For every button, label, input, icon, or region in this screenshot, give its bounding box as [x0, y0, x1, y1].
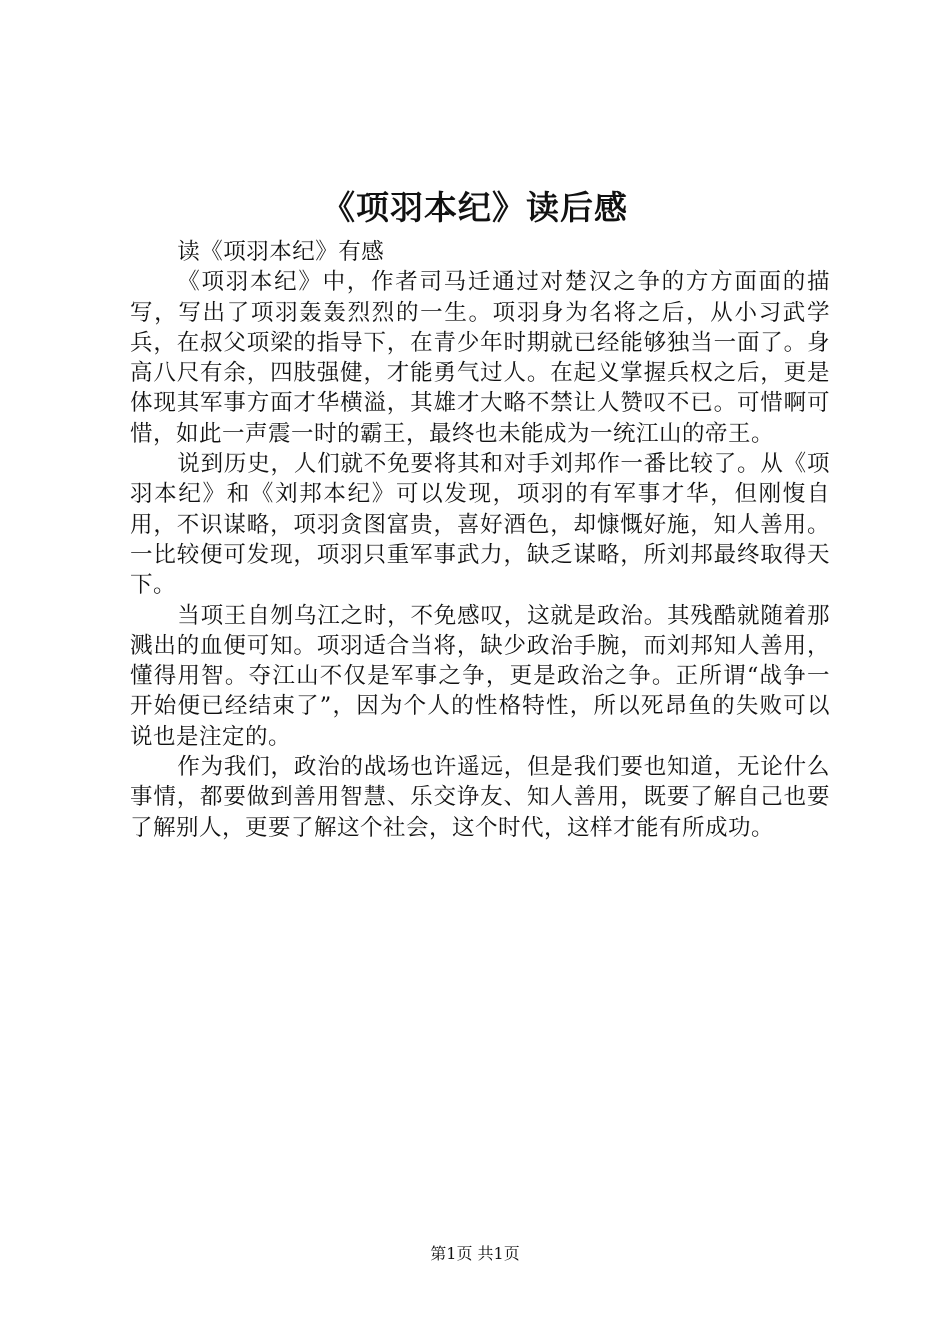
document-body — [130, 237, 830, 843]
body-paragraph-1: 《项羽本纪》中，作者司马迁通过对楚汉之争的方方面面的描写，写出了项羽轰轰烈烈的一生。项羽身为名将之后，从小习武学兵，在叔父项梁的指导下，在青少年时期就已经能够独当一面了。身高八尺有余，四肢强健，才能勇气过人。在起义掌握兵权之后，更是体现其军事方面才华横溢，其雄才大略不禁让人赞叹不已。可惜啊可惜，如此一声震一时的霸王，最终也未能成为一统江山的帝王。 — [130, 269, 830, 447]
subtitle-paragraph: 读《项羽本纪》有感 — [177, 239, 385, 265]
body-paragraph-4: 作为我们，政治的战场也许遥远，但是我们要也知道，无论什么事情，都要做到善用智慧、乐交诤友、知人善用，既要了解自己也要了解别人，更要了解这个社会，这个时代，这样才能有所成功。 — [130, 754, 830, 841]
body-paragraph-3: 当项王自刎乌江之时，不免感叹，这就是政治。其残酷就随着那溅出的血便可知。项羽适合当将，缺少政治手腕，而刘邦知人善用，懂得用智。夺江山不仅是军事之争，更是政治之争。正所谓“战争一开始便已经结束了”，因为个人的性格特性，所以死昂鱼的失败可以说也是注定的。 — [130, 602, 830, 750]
document-title: 《项羽本纪》读后感 — [322, 188, 628, 227]
body-paragraph-2: 说到历史，人们就不免要将其和对手刘邦作一番比较了。从《项羽本纪》和《刘邦本纪》可以发现，项羽的有军事才华，但刚愎自用，不识谋略，项羽贪图富贵，喜好酒色，却慷慨好施，知人善用。一比较便可发现，项羽只重军事武力，缺乏谋略，所刘邦最终取得天下。 — [130, 451, 830, 599]
page-footer: 第1页 共1页 — [430, 1244, 520, 1263]
